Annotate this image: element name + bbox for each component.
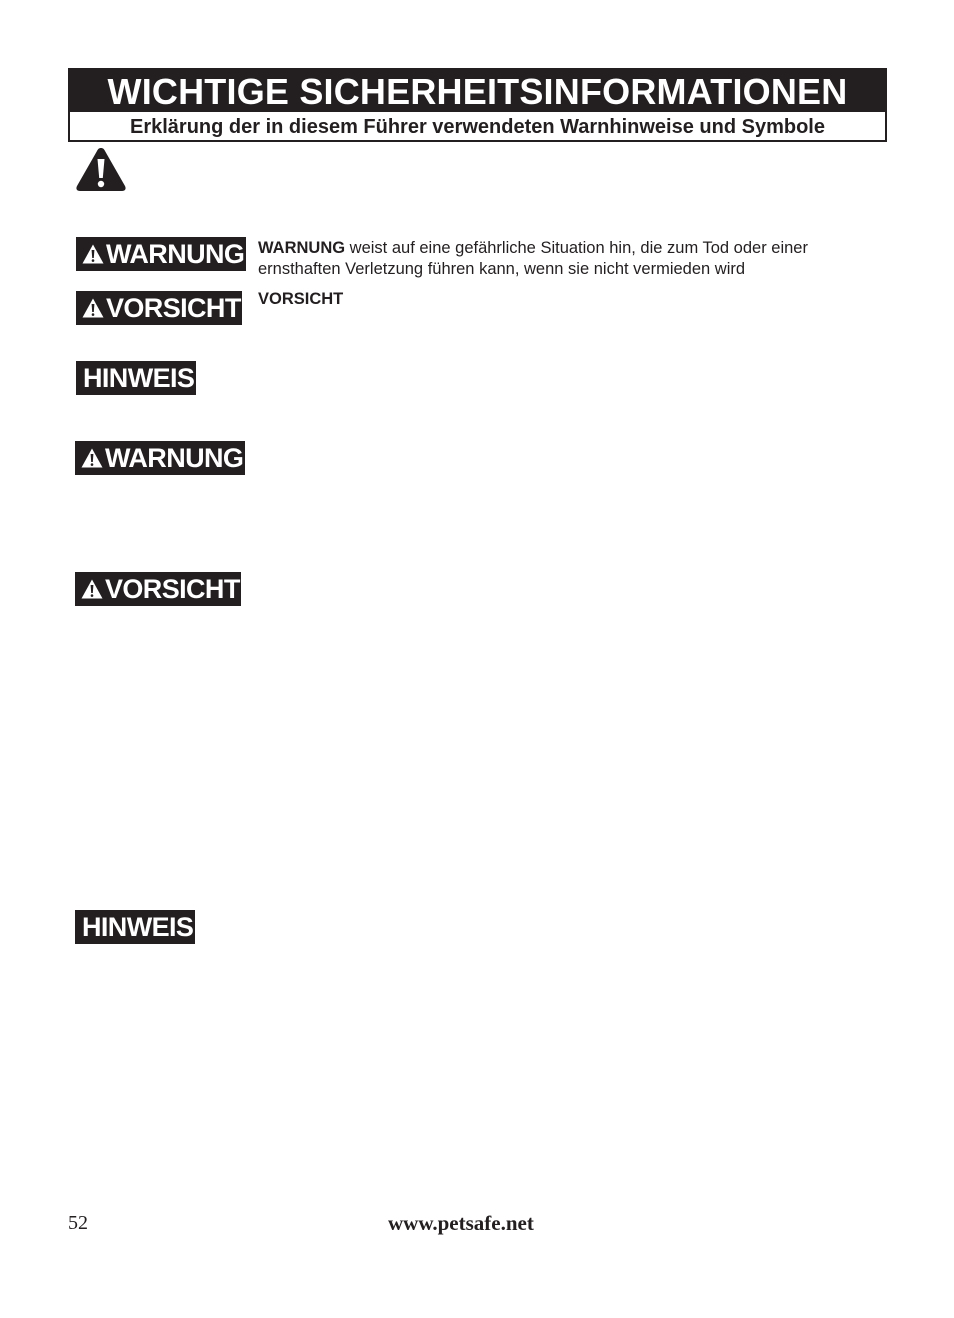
warning-triangle-icon (82, 244, 104, 264)
vorsicht-label-text: VORSICHT (105, 573, 240, 604)
page-number: 52 (68, 1212, 88, 1234)
vorsicht-signal-label (76, 291, 242, 325)
warnung-term: WARNUNG (258, 239, 346, 257)
warnung-signal-label (76, 237, 246, 271)
safety-header (68, 68, 887, 142)
warning-triangle-icon (81, 448, 103, 468)
vorsicht-label-text: VORSICHT (106, 292, 241, 323)
warnung-text: weist auf eine gefährliche Situation hin, die zum Tod oder einer ernsthaften Verletzung führen kann, wenn sie nicht vermieden wird (258, 239, 808, 278)
vorsicht-description (258, 289, 878, 310)
alert-triangle-icon (75, 146, 127, 192)
warnung-signal-label (75, 441, 245, 475)
warning-triangle-icon (82, 298, 104, 318)
hinweis-signal-label (75, 910, 195, 944)
warnung-description (258, 238, 878, 280)
hinweis-signal-label (76, 361, 196, 395)
hinweis-label-text: HINWEIS (82, 911, 194, 942)
warnung-label-text: WARNUNG (106, 238, 245, 269)
page-title: WICHTIGE SICHERHEITSINFORMATIONEN (70, 70, 885, 112)
warnung-label-text: WARNUNG (105, 442, 244, 473)
footer-url: www.petsafe.net (388, 1211, 534, 1235)
warning-triangle-icon (81, 579, 103, 599)
hinweis-label-text: HINWEIS (83, 362, 195, 393)
page-subtitle: Erklärung der in diesem Führer verwendeten Warnhinweise und Symbole (130, 116, 825, 138)
vorsicht-term: VORSICHT (258, 290, 344, 308)
vorsicht-signal-label (75, 572, 241, 606)
